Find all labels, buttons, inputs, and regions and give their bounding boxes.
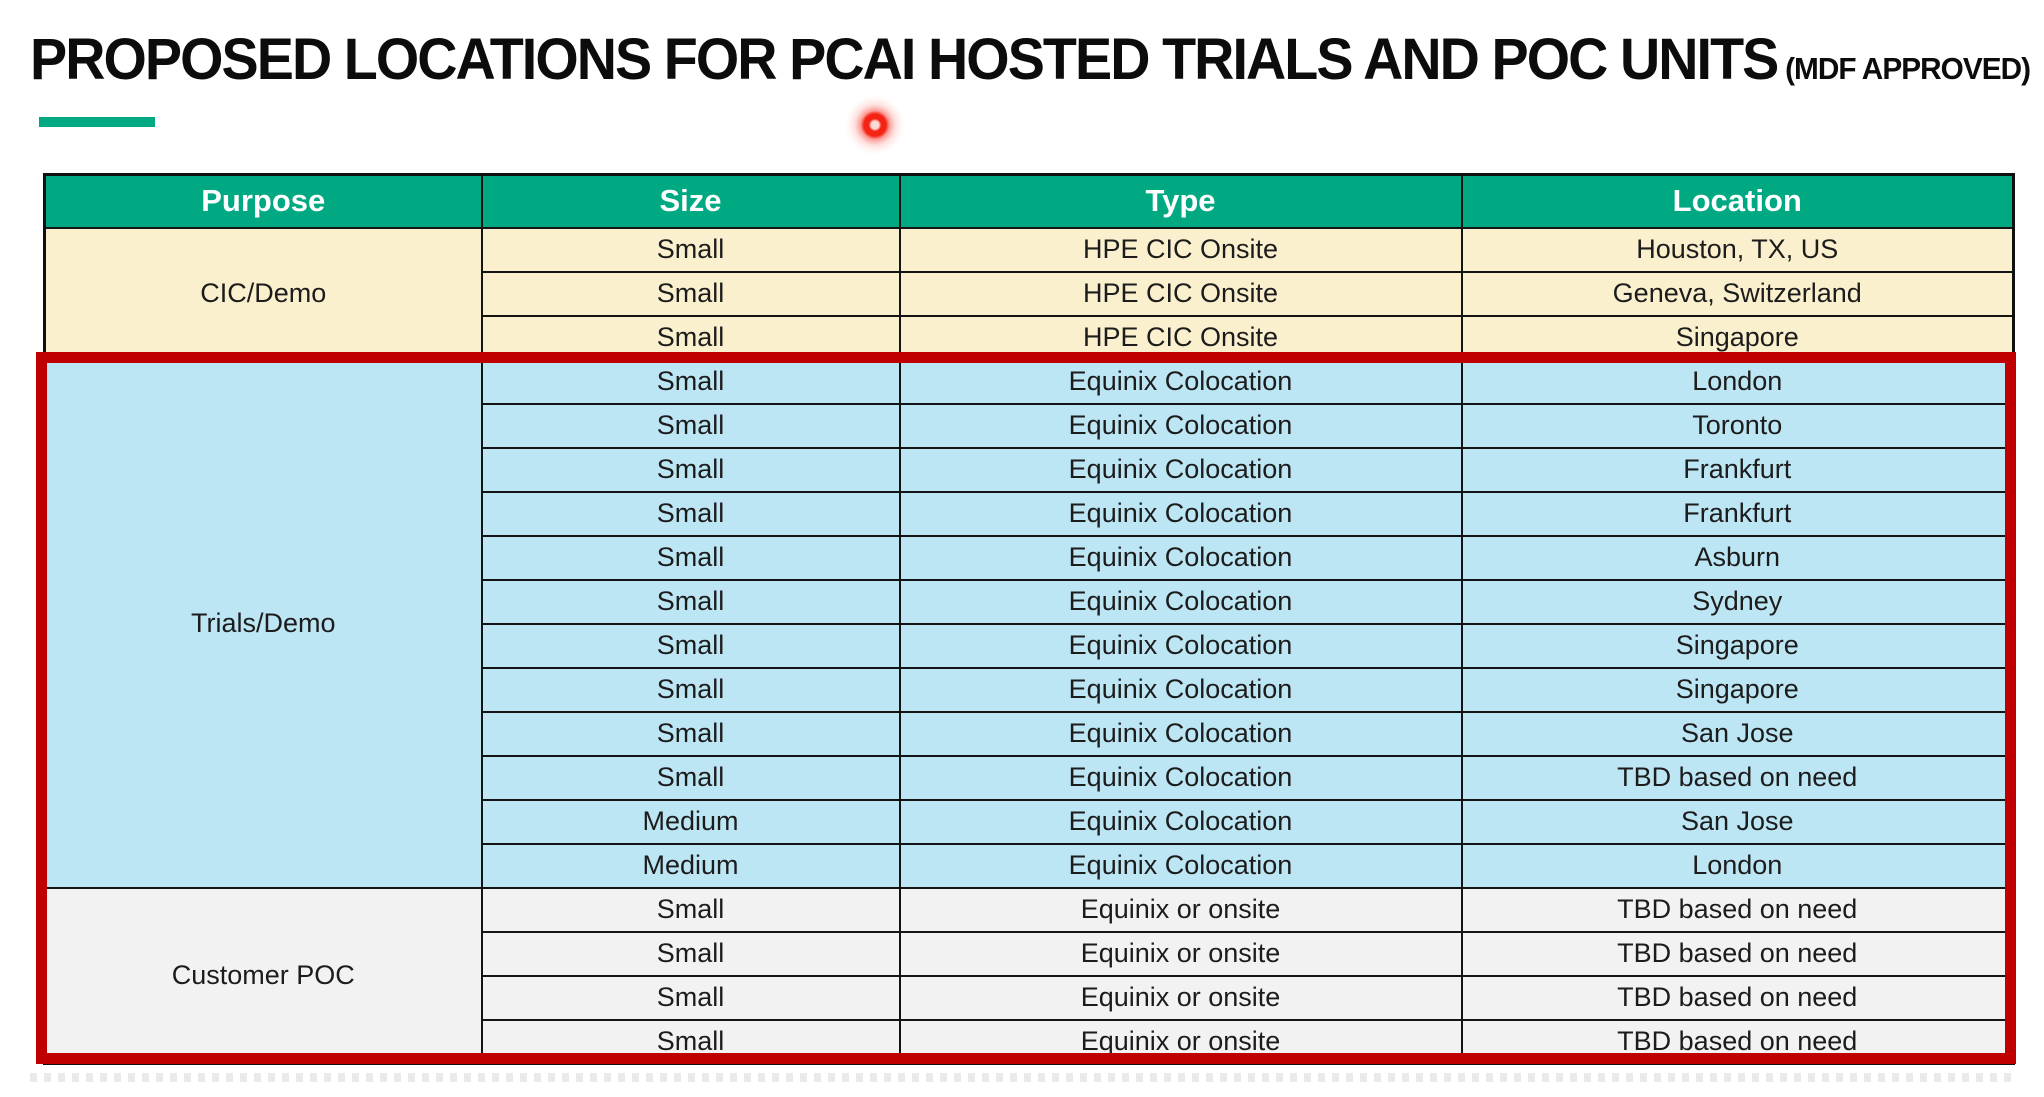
type-cell: Equinix Colocation [900, 800, 1462, 844]
location-cell: Sydney [1462, 580, 2014, 624]
type-cell: Equinix or onsite [900, 976, 1462, 1020]
location-cell: Singapore [1462, 316, 2014, 360]
type-cell: Equinix Colocation [900, 580, 1462, 624]
table-body [45, 228, 2014, 1064]
size-cell: Small [482, 976, 900, 1020]
purpose-cell: CIC/Demo [45, 228, 482, 360]
size-cell: Small [482, 756, 900, 800]
location-cell: Frankfurt [1462, 492, 2014, 536]
location-cell: TBD based on need [1462, 932, 2014, 976]
size-cell: Small [482, 492, 900, 536]
location-cell: London [1462, 844, 2014, 888]
column-header-type: Type [900, 175, 1462, 228]
location-cell: TBD based on need [1462, 756, 2014, 800]
type-cell: Equinix Colocation [900, 448, 1462, 492]
type-cell: Equinix Colocation [900, 536, 1462, 580]
location-cell: London [1462, 360, 2014, 404]
location-cell: Asburn [1462, 536, 2014, 580]
type-cell: HPE CIC Onsite [900, 316, 1462, 360]
size-cell: Small [482, 272, 900, 316]
size-cell: Small [482, 316, 900, 360]
locations-table [43, 173, 2015, 1065]
column-header-purpose: Purpose [45, 175, 482, 228]
size-cell: Small [482, 888, 900, 932]
table-header-row [45, 175, 2014, 228]
column-header-location: Location [1462, 175, 2014, 228]
location-cell: San Jose [1462, 800, 2014, 844]
type-cell: Equinix Colocation [900, 404, 1462, 448]
size-cell: Small [482, 228, 900, 272]
type-cell: Equinix Colocation [900, 712, 1462, 756]
page-title-text: PROPOSED LOCATIONS FOR PCAI HOSTED TRIALS AND POC UNITS [30, 27, 1778, 92]
size-cell: Small [482, 360, 900, 404]
dotted-divider [30, 1073, 2016, 1082]
size-cell: Small [482, 932, 900, 976]
table-row [45, 228, 2014, 272]
page-title-suffix: (MDF APPROVED) [1785, 51, 2031, 86]
type-cell: HPE CIC Onsite [900, 272, 1462, 316]
table-row [45, 360, 2014, 404]
table-row [45, 888, 2014, 932]
size-cell: Small [482, 536, 900, 580]
purpose-cell: Trials/Demo [45, 360, 482, 888]
location-cell: Houston, TX, US [1462, 228, 2014, 272]
type-cell: Equinix Colocation [900, 624, 1462, 668]
location-cell: Geneva, Switzerland [1462, 272, 2014, 316]
location-cell: Singapore [1462, 668, 2014, 712]
location-cell: TBD based on need [1462, 888, 2014, 932]
location-cell: Singapore [1462, 624, 2014, 668]
size-cell: Small [482, 448, 900, 492]
location-cell: Frankfurt [1462, 448, 2014, 492]
size-cell: Medium [482, 844, 900, 888]
location-cell: Toronto [1462, 404, 2014, 448]
locations-table-container [43, 173, 2015, 1065]
location-cell: San Jose [1462, 712, 2014, 756]
size-cell: Small [482, 624, 900, 668]
page-title [30, 26, 2030, 93]
size-cell: Small [482, 712, 900, 756]
purpose-cell: Customer POC [45, 888, 482, 1064]
type-cell: Equinix Colocation [900, 844, 1462, 888]
size-cell: Small [482, 1020, 900, 1064]
type-cell: Equinix or onsite [900, 1020, 1462, 1064]
size-cell: Small [482, 580, 900, 624]
size-cell: Medium [482, 800, 900, 844]
location-cell: TBD based on need [1462, 1020, 2014, 1064]
type-cell: Equinix or onsite [900, 932, 1462, 976]
laser-pointer-icon [845, 95, 905, 155]
column-header-size: Size [482, 175, 900, 228]
location-cell: TBD based on need [1462, 976, 2014, 1020]
type-cell: Equinix or onsite [900, 888, 1462, 932]
title-accent-bar [39, 117, 155, 127]
size-cell: Small [482, 404, 900, 448]
size-cell: Small [482, 668, 900, 712]
type-cell: HPE CIC Onsite [900, 228, 1462, 272]
type-cell: Equinix Colocation [900, 756, 1462, 800]
type-cell: Equinix Colocation [900, 492, 1462, 536]
type-cell: Equinix Colocation [900, 360, 1462, 404]
type-cell: Equinix Colocation [900, 668, 1462, 712]
